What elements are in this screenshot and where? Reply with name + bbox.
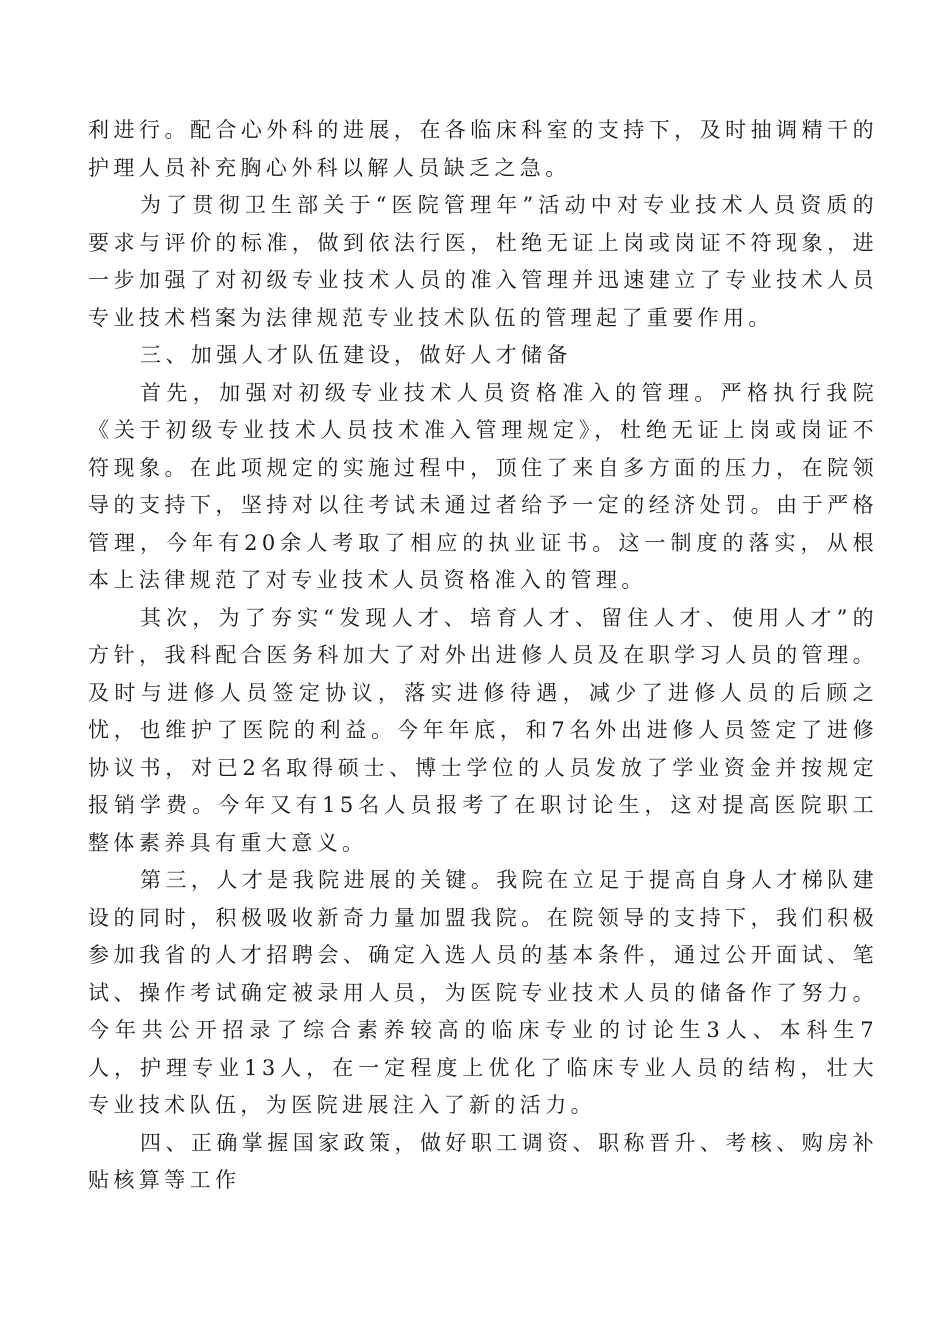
paragraph-continuation: 利进行。配合心外科的进展，在各临床科室的支持下，及时抽调精干的护理人员补充胸心外科以解人员缺乏之急。: [88, 118, 878, 180]
section-heading-national-policy: 四、正确掌握国家政策，做好职工调资、职称晋升、考核、购房补贴核算等工作: [88, 1130, 878, 1192]
document-body: [88, 112, 878, 1200]
paragraph-first-point: 首先，加强对初级专业技术人员资格准入的管理。严格执行我院《关于初级专业技术人员技术准入管理规定》，杜绝无证上岗或岗证不符现象。在此项规定的实施过程中，顶住了来自多方面的压力，在院领导的支持下，坚持对以往考试未通过者给予一定的经济处罚。由于严格管理，今年有20余人考取了相应的执业证书。这一制度的落实，从根本上法律规范了对专业技术人员资格准入的管理。: [88, 380, 878, 592]
paragraph-second-point: 其次，为了夯实“发现人才、培育人才、留住人才、使用人才”的方针，我科配合医务科加大了对外出进修人员及在职学习人员的管理。及时与进修人员签定协议，落实进修待遇，减少了进修人员的后顾之忧，也维护了医院的利益。今年年底，和7名外出进修人员签定了进修协议书，对已2名取得硕士、博士学位的人员发放了学业资金并按规定报销学费。今年又有15名人员报考了在职讨论生，这对提高医院职工整体素养具有重大意义。: [88, 605, 878, 855]
paragraph-third-point: 第三，人才是我院进展的关键。我院在立足于提高自身人才梯队建设的同时，积极吸收新奇力量加盟我院。在院领导的支持下，我们积极参加我省的人才招聘会、确定入选人员的基本条件，通过公开面试、笔试、操作考试确定被录用人员，为医院专业技术人员的储备作了努力。今年共公开招录了综合素养较高的临床专业的讨论生3人、本科生7人，护理专业13人，在一定程度上优化了临床专业人员的结构，壮大专业技术队伍，为医院进展注入了新的活力。: [88, 868, 878, 1117]
paragraph-qualification-management: 为了贯彻卫生部关于“医院管理年”活动中对专业技术人员资质的要求与评价的标准，做到依法行医，杜绝无证上岗或岗证不符现象，进一步加强了对初级专业技术人员的准入管理并迅速建立了专业技术人员专业技术档案为法律规范专业技术队伍的管理起了重要作用。: [88, 193, 878, 330]
section-heading-talent-team: 三、加强人才队伍建设，做好人才储备: [140, 343, 572, 367]
